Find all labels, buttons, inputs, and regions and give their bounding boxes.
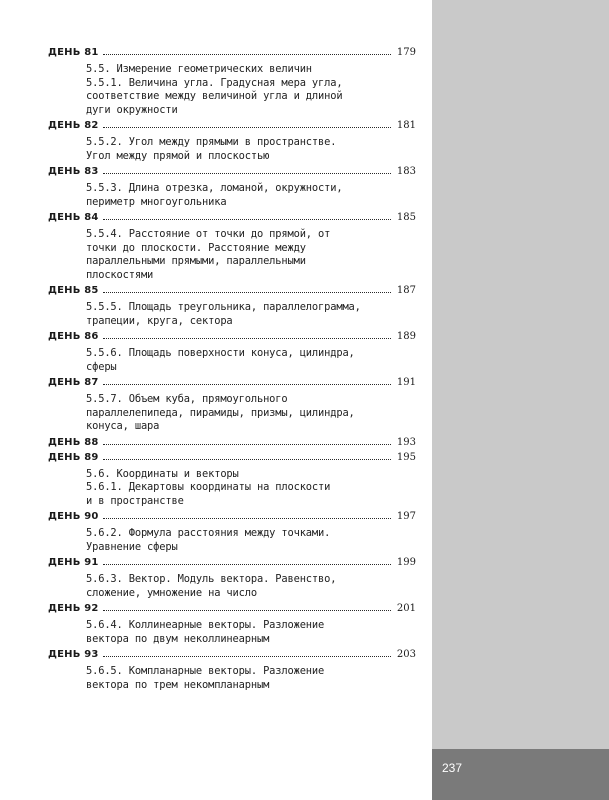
topic-list [48, 301, 416, 328]
dot-leader [103, 337, 391, 339]
day-label: ДЕНЬ 92 [48, 603, 99, 614]
topic-line: 5.6.5. Компланарные векторы. Разложение [86, 665, 325, 677]
toc-page-number: 181 [396, 120, 416, 131]
topic-line: 5.6.2. Формула расстояния между точками. [86, 527, 331, 539]
page-number-tab [432, 749, 609, 800]
topic-line: 5.5.6. Площадь поверхности конуса, цилиндра, [86, 347, 355, 359]
topic-list [48, 63, 416, 117]
topic-list [48, 619, 416, 646]
topic-line: Уравнение сферы [86, 540, 178, 553]
day-label: ДЕНЬ 84 [48, 212, 99, 223]
toc-page-number: 199 [396, 557, 416, 568]
topic-line: 5.6.1. Декартовы координаты на плоскости [86, 481, 331, 493]
toc-entry [48, 165, 416, 209]
topic-line: 5.6.4. Коллинеарные векторы. Разложение [86, 619, 325, 631]
toc-entry [48, 330, 416, 374]
toc-day-row [48, 436, 416, 449]
topic-line: параллельными прямыми, параллельными [86, 255, 306, 267]
toc-day-row [48, 284, 416, 297]
toc-day-row [48, 451, 416, 464]
toc-entry [48, 648, 416, 692]
toc-entry [48, 451, 416, 509]
topic-line: параллелепипеда, пирамиды, призмы, цилиндра, [86, 406, 355, 419]
day-label: ДЕНЬ 90 [48, 511, 99, 522]
topic-line: 5.5.1. Величина угла. Градусная мера угла, [86, 76, 343, 89]
toc-day-row [48, 602, 416, 615]
topic-line: и в пространстве [86, 494, 184, 507]
topic-list [48, 393, 416, 434]
topic-line: 5.6.3. Вектор. Модуль вектора. Равенство, [86, 573, 337, 585]
day-label: ДЕНЬ 85 [48, 285, 99, 296]
topic-line: 5.5.2. Угол между прямыми в пространстве. [86, 136, 337, 148]
toc-page-number: 195 [396, 451, 416, 463]
toc-page-number: 203 [396, 649, 416, 660]
topic-line: конуса, шара [86, 420, 160, 432]
toc-day-row [48, 119, 416, 132]
dot-leader [103, 458, 391, 460]
topic-list [48, 468, 416, 509]
toc-entry [48, 284, 416, 328]
toc-page-number: 183 [396, 166, 416, 177]
topic-list [48, 347, 416, 374]
day-label: ДЕНЬ 86 [48, 331, 99, 342]
toc-entry [48, 376, 416, 434]
page-margin-sidebar [432, 0, 609, 800]
dot-leader [103, 126, 391, 128]
topic-list [48, 182, 416, 209]
day-label: ДЕНЬ 88 [48, 436, 99, 448]
day-label: ДЕНЬ 81 [48, 47, 99, 58]
toc-page-number: 193 [396, 436, 416, 448]
topic-list [48, 665, 416, 692]
topic-line: 5.5.7. Объем куба, прямоугольного [86, 393, 288, 405]
toc-entry [48, 211, 416, 282]
toc-day-row [48, 211, 416, 224]
topic-line: 5.5.5. Площадь треугольника, параллелограмма, [86, 301, 361, 313]
topic-line: трапеции, круга, сектора [86, 314, 233, 327]
topic-list [48, 573, 416, 600]
topic-line: 5.5. Измерение геометрических величин [86, 63, 312, 75]
dot-leader [103, 53, 391, 55]
topic-list [48, 136, 416, 163]
topic-line: вектора по трем некомпланарным [86, 678, 270, 691]
topic-line: Угол между прямой и плоскостью [86, 149, 270, 162]
dot-leader [103, 443, 391, 445]
topic-line: сложение, умножение на число [86, 586, 257, 599]
toc-entry [48, 119, 416, 163]
topic-line: сферы [86, 360, 117, 373]
topic-line: периметр многоугольника [86, 195, 227, 208]
topic-line: 5.6. Координаты и векторы [86, 467, 239, 480]
toc-day-row [48, 648, 416, 661]
topic-line: 5.5.3. Длина отрезка, ломаной, окружности, [86, 182, 343, 194]
table-of-contents [48, 44, 416, 692]
day-label: ДЕНЬ 89 [48, 451, 99, 463]
topic-line: соответствие между величиной угла и длиной [86, 90, 343, 102]
topic-line: 5.5.4. Расстояние от точки до прямой, от [86, 228, 331, 240]
dot-leader [103, 655, 391, 657]
topic-list [48, 527, 416, 554]
dot-leader [103, 383, 391, 385]
dot-leader [103, 609, 391, 611]
toc-page-number: 197 [396, 511, 416, 522]
toc-page-number: 201 [396, 603, 416, 614]
toc-page-number: 179 [396, 47, 416, 58]
topic-line: плоскостями [86, 268, 154, 281]
toc-page-number: 187 [396, 285, 416, 296]
toc-entry [48, 46, 416, 117]
topic-line: точки до плоскости. Расстояние между [86, 241, 306, 254]
toc-day-row [48, 330, 416, 343]
page-number: 237 [442, 761, 463, 775]
dot-leader [103, 563, 391, 565]
day-label: ДЕНЬ 83 [48, 166, 99, 177]
toc-day-row [48, 46, 416, 59]
toc-day-row [48, 376, 416, 389]
toc-entry [48, 556, 416, 600]
topic-line: дуги окружности [86, 103, 178, 116]
toc-entry [48, 510, 416, 554]
dot-leader [103, 172, 391, 174]
dot-leader [103, 291, 391, 293]
toc-day-row [48, 165, 416, 178]
dot-leader [103, 517, 391, 519]
toc-entry [48, 436, 416, 449]
dot-leader [103, 218, 391, 220]
toc-page-number: 191 [396, 377, 416, 388]
topic-list [48, 228, 416, 282]
toc-day-row [48, 556, 416, 569]
toc-entry [48, 602, 416, 646]
toc-day-row [48, 510, 416, 523]
day-label: ДЕНЬ 87 [48, 377, 99, 388]
topic-line: вектора по двум неколлинеарным [86, 632, 270, 645]
toc-page-number: 185 [396, 212, 416, 223]
day-label: ДЕНЬ 82 [48, 120, 99, 131]
day-label: ДЕНЬ 91 [48, 557, 99, 568]
toc-page-number: 189 [396, 331, 416, 342]
day-label: ДЕНЬ 93 [48, 649, 99, 660]
